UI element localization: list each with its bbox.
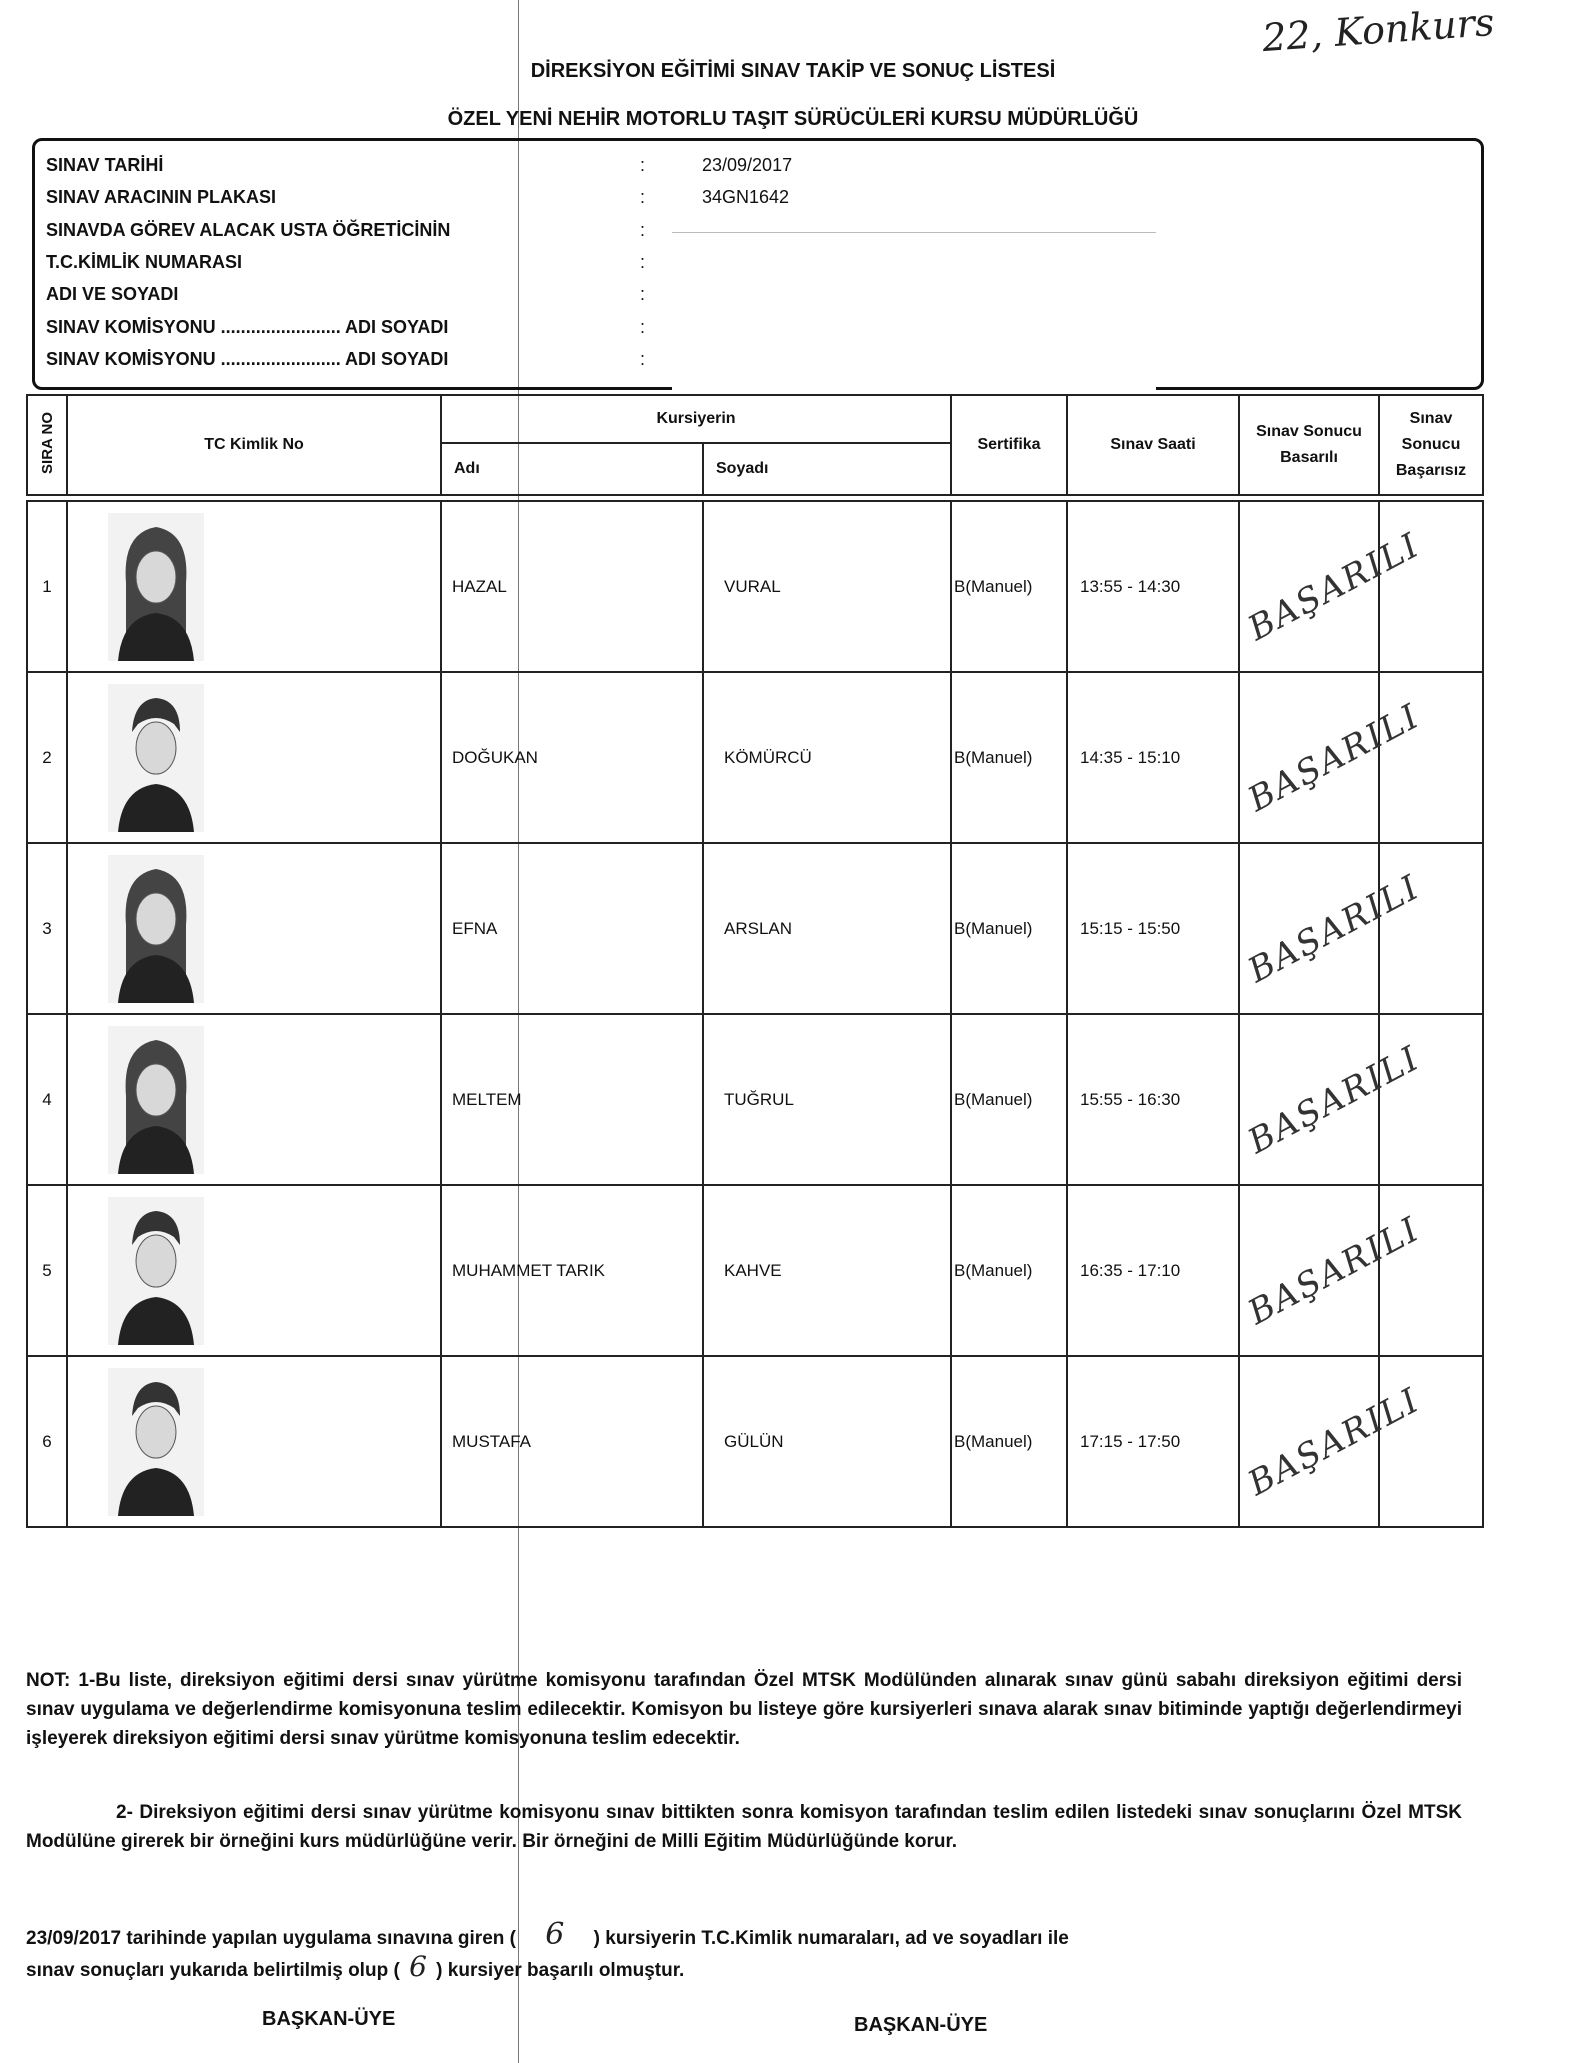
info-colon: : bbox=[640, 349, 646, 369]
table-row bbox=[27, 1014, 1483, 1185]
document-title: DİREKSİYON EĞİTİMİ SINAV TAKİP VE SONUÇ LİSTESİ bbox=[530, 60, 1056, 82]
cell-basarili bbox=[1239, 843, 1427, 1014]
cell-basarisiz bbox=[1379, 501, 1483, 672]
info-colon: : bbox=[640, 220, 646, 240]
header-saat: Sınav Saati bbox=[1067, 395, 1239, 495]
redaction-patch bbox=[672, 232, 1156, 393]
summary-line-2 bbox=[26, 1952, 1462, 1985]
cell-basarili bbox=[1239, 672, 1427, 843]
summary-text-3: sınav sonuçları yukarıda belirtilmiş olup ( bbox=[26, 1960, 400, 1981]
cell-sertifika: B(Manuel) bbox=[951, 843, 1067, 1014]
cell-soyadi: GÜLÜN bbox=[703, 1356, 951, 1527]
cell-no: 1 bbox=[27, 501, 67, 672]
cell-sertifika: B(Manuel) bbox=[951, 1014, 1067, 1185]
info-label-date: SINAV TARİHİ bbox=[46, 155, 164, 175]
cell-soyadi: VURAL bbox=[703, 501, 951, 672]
cell-adi: EFNA bbox=[441, 843, 703, 1014]
student-photo bbox=[108, 684, 204, 832]
header-sira-no-label: SIRA NO bbox=[38, 411, 56, 474]
note-2: 2- Direksiyon eğitimi dersi sınav yürütme komisyonu sınav bittikten sonra komisyon tarafından teslim edilen listedeki sınav sonuçlarını Özel MTSK Modülüne girerek bir örneğini kurs müdürlüğüne verir. Bir örneğini de Milli Eğitim Müdürlüğünde korur. bbox=[26, 1802, 1462, 1852]
cell-saat: 14:35 - 15:10 bbox=[1067, 672, 1239, 843]
table-row bbox=[27, 672, 1483, 843]
table-header-row bbox=[27, 395, 1483, 443]
cell-basarisiz bbox=[1379, 672, 1483, 843]
table-row bbox=[27, 1356, 1483, 1527]
cell-photo bbox=[67, 843, 441, 1014]
cell-basarisiz bbox=[1379, 1356, 1483, 1527]
cell-basarisiz bbox=[1379, 1185, 1483, 1356]
header-soyadi: Soyadı bbox=[703, 443, 951, 495]
info-label-instructor: SINAVDA GÖREV ALACAK USTA ÖĞRETİCİNİN bbox=[46, 220, 451, 240]
cell-no: 4 bbox=[27, 1014, 67, 1185]
cell-soyadi: TUĞRUL bbox=[703, 1014, 951, 1185]
info-label-tc: T.C.KİMLİK NUMARASI bbox=[46, 252, 242, 272]
cell-sertifika: B(Manuel) bbox=[951, 1356, 1067, 1527]
cell-basarisiz bbox=[1379, 843, 1483, 1014]
summary-text-1: 23/09/2017 tarihinde yapılan uygulama sınavına giren ( bbox=[26, 1928, 516, 1949]
cell-saat: 15:15 - 15:50 bbox=[1067, 843, 1239, 1014]
cell-saat: 16:35 - 17:10 bbox=[1067, 1185, 1239, 1356]
cell-basarili bbox=[1239, 1014, 1427, 1185]
header-tc: TC Kimlik No bbox=[67, 395, 441, 495]
summary-count-2: 6 bbox=[409, 1950, 427, 1983]
student-photo bbox=[108, 1026, 204, 1174]
student-photo bbox=[108, 1197, 204, 1345]
table-row bbox=[27, 501, 1483, 672]
cell-basarisiz bbox=[1379, 1014, 1483, 1185]
result-handwritten: BAŞARILI bbox=[1241, 866, 1427, 991]
cell-sertifika: B(Manuel) bbox=[951, 672, 1067, 843]
student-table bbox=[26, 394, 1484, 1528]
cell-no: 5 bbox=[27, 1185, 67, 1356]
cell-photo bbox=[67, 1356, 441, 1527]
info-label-commission-2: SINAV KOMİSYONU ........................ ADI SOYADI bbox=[46, 349, 449, 369]
info-label-plate: SINAV ARACININ PLAKASI bbox=[46, 187, 277, 207]
header-sira-no bbox=[27, 395, 67, 495]
cell-saat: 15:55 - 16:30 bbox=[1067, 1014, 1239, 1185]
cell-soyadi: ARSLAN bbox=[703, 843, 951, 1014]
cell-basarili bbox=[1239, 501, 1427, 672]
result-handwritten: BAŞARILI bbox=[1241, 524, 1427, 649]
student-photo bbox=[108, 855, 204, 1003]
result-handwritten: BAŞARILI bbox=[1241, 1379, 1427, 1504]
table-row bbox=[27, 843, 1483, 1014]
cell-photo bbox=[67, 1014, 441, 1185]
note-1: NOT: 1-Bu liste, direksiyon eğitimi dersi sınav yürütme komisyonu tarafından Özel MTSK Modülünden alınarak sınav günü sabahı direksiyon eğitimi dersi sınav uygulama ve değerlendirme komisyonuna teslim edilecektir. Komisyon bu listeye göre kursiyerleri sınava alarak sınav bitiminde yaptığı değerlendirmeyi işleyerek direksiyon eğitimi dersi sınav yürütme komisyonuna teslim edecektir. bbox=[26, 1670, 1462, 1749]
cell-sertifika: B(Manuel) bbox=[951, 1185, 1067, 1356]
cell-soyadi: KÖMÜRCÜ bbox=[703, 672, 951, 843]
table-body bbox=[27, 501, 1483, 1527]
summary-text-4: ) kursiyer başarılı olmuştur. bbox=[436, 1960, 685, 1981]
summary-line-1 bbox=[26, 1917, 1462, 1953]
info-colon: : bbox=[640, 187, 646, 207]
cell-adi: HAZAL bbox=[441, 501, 703, 672]
cell-photo bbox=[67, 672, 441, 843]
header-sertifika: Sertifika bbox=[951, 395, 1067, 495]
document-subtitle: ÖZEL YENİ NEHİR MOTORLU TAŞIT SÜRÜCÜLERİ KURSU MÜDÜRLÜĞÜ bbox=[447, 108, 1139, 130]
cell-sertifika: B(Manuel) bbox=[951, 501, 1067, 672]
cell-adi: MUSTAFA bbox=[441, 1356, 703, 1527]
cell-basarili bbox=[1239, 1356, 1427, 1527]
cell-photo bbox=[67, 1185, 441, 1356]
header-basarili: Sınav Sonucu Basarılı bbox=[1239, 395, 1379, 495]
result-handwritten: BAŞARILI bbox=[1241, 695, 1427, 820]
cell-no: 3 bbox=[27, 843, 67, 1014]
cell-photo bbox=[67, 501, 441, 672]
cell-no: 6 bbox=[27, 1356, 67, 1527]
corner-handwritten-note: 22, Konkurs bbox=[1260, 0, 1496, 61]
result-handwritten: BAŞARILI bbox=[1241, 1037, 1427, 1162]
header-basarisiz: Sınav Sonucu Başarısız bbox=[1379, 395, 1483, 495]
info-colon: : bbox=[640, 284, 646, 304]
info-colon: : bbox=[640, 252, 646, 272]
header-kursiyerin: Kursiyerin bbox=[441, 395, 951, 443]
signature-right: BAŞKAN-ÜYE bbox=[854, 2014, 988, 2036]
student-photo bbox=[108, 513, 204, 661]
info-colon: : bbox=[640, 155, 646, 175]
info-label-commission-1: SINAV KOMİSYONU ........................ ADI SOYADI bbox=[46, 317, 449, 337]
info-label-name: ADI VE SOYADI bbox=[46, 284, 179, 304]
cell-saat: 17:15 - 17:50 bbox=[1067, 1356, 1239, 1527]
cell-adi: MELTEM bbox=[441, 1014, 703, 1185]
cell-saat: 13:55 - 14:30 bbox=[1067, 501, 1239, 672]
header-adi: Adı bbox=[441, 443, 703, 495]
signature-left: BAŞKAN-ÜYE bbox=[262, 2008, 396, 2030]
summary-count-1: 6 bbox=[545, 1917, 565, 1952]
cell-basarili bbox=[1239, 1185, 1427, 1356]
cell-adi: DOĞUKAN bbox=[441, 672, 703, 843]
student-photo bbox=[108, 1368, 204, 1516]
cell-adi: MUHAMMET TARIK bbox=[441, 1185, 703, 1356]
cell-soyadi: KAHVE bbox=[703, 1185, 951, 1356]
summary-text-2: ) kursiyerin T.C.Kimlik numaraları, ad ve soyadları ile bbox=[593, 1928, 1069, 1949]
cell-no: 2 bbox=[27, 672, 67, 843]
info-value-plate: 34GN1642 bbox=[702, 187, 790, 207]
info-value-date: 23/09/2017 bbox=[702, 155, 793, 175]
info-colon: : bbox=[640, 317, 646, 337]
table-row bbox=[27, 1185, 1483, 1356]
result-handwritten: BAŞARILI bbox=[1241, 1208, 1427, 1333]
